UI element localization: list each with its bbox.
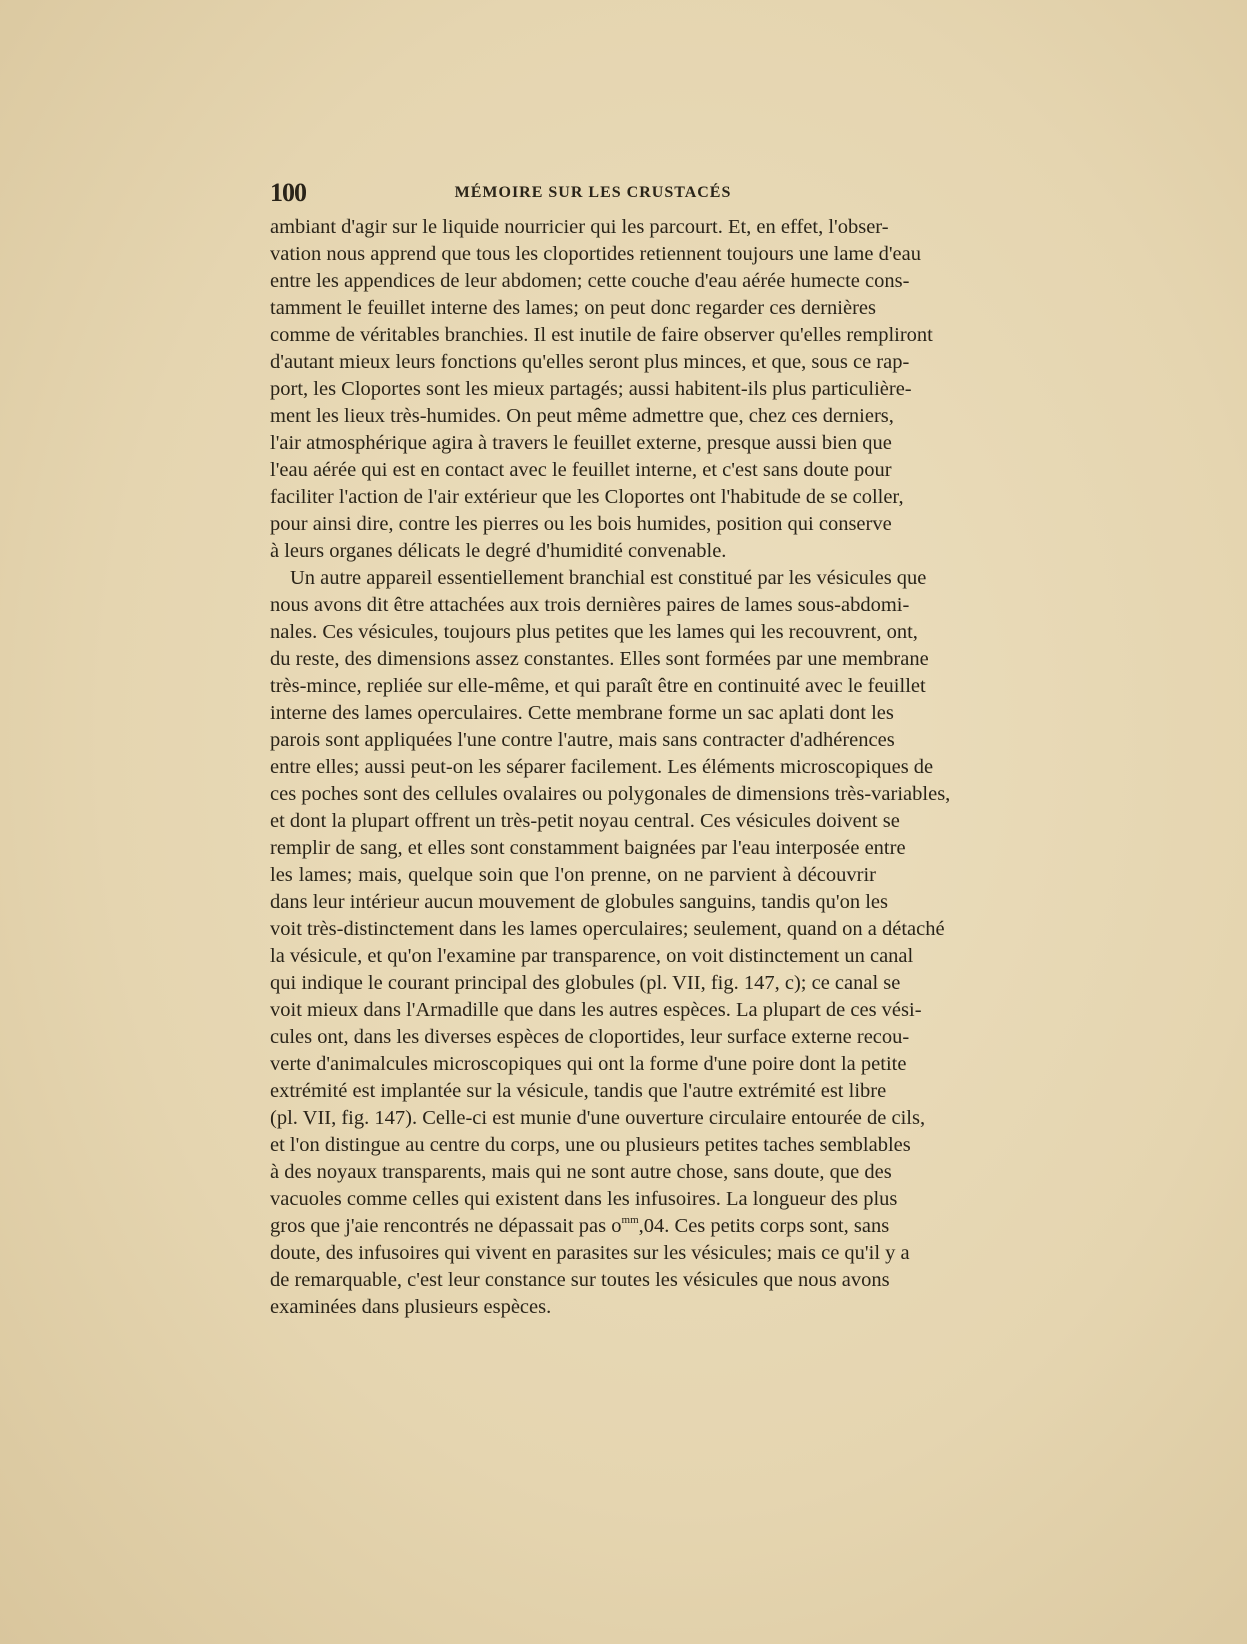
text-line: à leurs organes délicats le degré d'humidité convenable. [270,540,727,562]
text-line: Un autre appareil essentiellement branchial est constitué par les vésicules que [290,567,927,589]
text-line: nales. Ces vésicules, toujours plus petites que les lames qui les recouvrent, ont, [270,621,918,643]
text-line-measure [270,1213,890,1240]
text-line: entre elles; aussi peut-on les séparer facilement. Les éléments microscopiques de [270,756,934,778]
text-line: ces poches sont des cellules ovalaires ou polygonales de dimensions très-variables, [270,783,951,805]
unit-superscript: mm [621,1214,639,1226]
text-line: tamment le feuillet interne des lames; on peut donc regarder ces dernières [270,297,876,319]
text-line: l'eau aérée qui est en contact avec le feuillet interne, et c'est sans doute pour [270,459,892,481]
running-title: MÉMOIRE SUR LES CRUSTACÉS [454,184,732,201]
text-line: d'autant mieux leurs fonctions qu'elles seront plus minces, et que, sous ce rap- [270,351,910,373]
text-line: (pl. VII, fig. 147). Celle-ci est munie d'une ouverture circulaire entourée de cils, [270,1107,926,1129]
text-line: examinées dans plusieurs espèces. [270,1296,552,1318]
text-line: voit très-distinctement dans les lames operculaires; seulement, quand on a détaché [270,918,945,940]
text-line: extrémité est implantée sur la vésicule, tandis que l'autre extrémité est libre [270,1080,887,1102]
page-header [270,178,876,208]
text-line: vation nous apprend que tous les cloportides retiennent toujours une lame d'eau [270,243,921,265]
text-fragment: ,04. Ces petits corps sont, sans [638,1215,890,1237]
text-line: entre les appendices de leur abdomen; cette couche d'eau aérée humecte cons- [270,270,910,292]
text-line: voit mieux dans l'Armadille que dans les autres espèces. La plupart de ces vési- [270,999,922,1021]
body-text [270,214,951,1321]
text-line: qui indique le courant principal des globules (pl. VII, fig. 147, c); ce canal se [270,972,901,994]
text-line: du reste, des dimensions assez constantes. Elles sont formées par une membrane [270,648,929,670]
text-line: vacuoles comme celles qui existent dans les infusoires. La longueur des plus [270,1188,898,1210]
text-line: port, les Cloportes sont les mieux partagés; aussi habitent-ils plus particulière- [270,378,912,400]
text-line: faciliter l'action de l'air extérieur que les Cloportes ont l'habitude de se coller, [270,486,904,508]
text-line: interne des lames operculaires. Cette membrane forme un sac aplati dont les [270,702,894,724]
text-line: parois sont appliquées l'une contre l'autre, mais sans contracter d'adhérences [270,729,895,751]
text-line: comme de véritables branchies. Il est inutile de faire observer qu'elles rempliront [270,324,933,346]
text-line: nous avons dit être attachées aux trois dernières paires de lames sous-abdomi- [270,594,910,616]
text-line: très-mince, repliée sur elle-même, et qui paraît être en continuité avec le feuillet [270,675,926,697]
text-line: doute, des infusoires qui vivent en parasites sur les vésicules; mais ce qu'il y a [270,1242,910,1264]
text-fragment: gros que j'aie rencontrés ne dépassait pas o [270,1215,622,1237]
text-line: cules ont, dans les diverses espèces de cloportides, leur surface externe recou- [270,1026,910,1048]
text-line: et dont la plupart offrent un très-petit noyau central. Ces vésicules doivent se [270,810,900,832]
text-line: remplir de sang, et elles sont constamment baignées par l'eau interposée entre [270,837,906,859]
text-line: verte d'animalcules microscopiques qui ont la forme d'une poire dont la petite [270,1053,907,1075]
text-line: pour ainsi dire, contre les pierres ou les bois humides, position qui conserve [270,513,892,535]
text-line: ment les lieux très-humides. On peut même admettre que, chez ces derniers, [270,405,894,427]
text-line: la vésicule, et qu'on l'examine par transparence, on voit distinctement un canal [270,945,914,967]
text-line: et l'on distingue au centre du corps, une ou plusieurs petites taches semblables [270,1134,911,1156]
page-number: 100 [270,178,306,207]
text-line: les lames; mais, quelque soin que l'on prenne, on ne parvient à découvrir [270,864,876,886]
text-line: ambiant d'agir sur le liquide nourricier qui les parcourt. Et, en effet, l'obser- [270,216,889,238]
text-line: à des noyaux transparents, mais qui ne sont autre chose, sans doute, que des [270,1161,892,1183]
text-line: de remarquable, c'est leur constance sur toutes les vésicules que nous avons [270,1269,890,1291]
text-line: dans leur intérieur aucun mouvement de globules sanguins, tandis qu'on les [270,891,888,913]
text-line: l'air atmosphérique agira à travers le feuillet externe, presque aussi bien que [270,432,892,454]
